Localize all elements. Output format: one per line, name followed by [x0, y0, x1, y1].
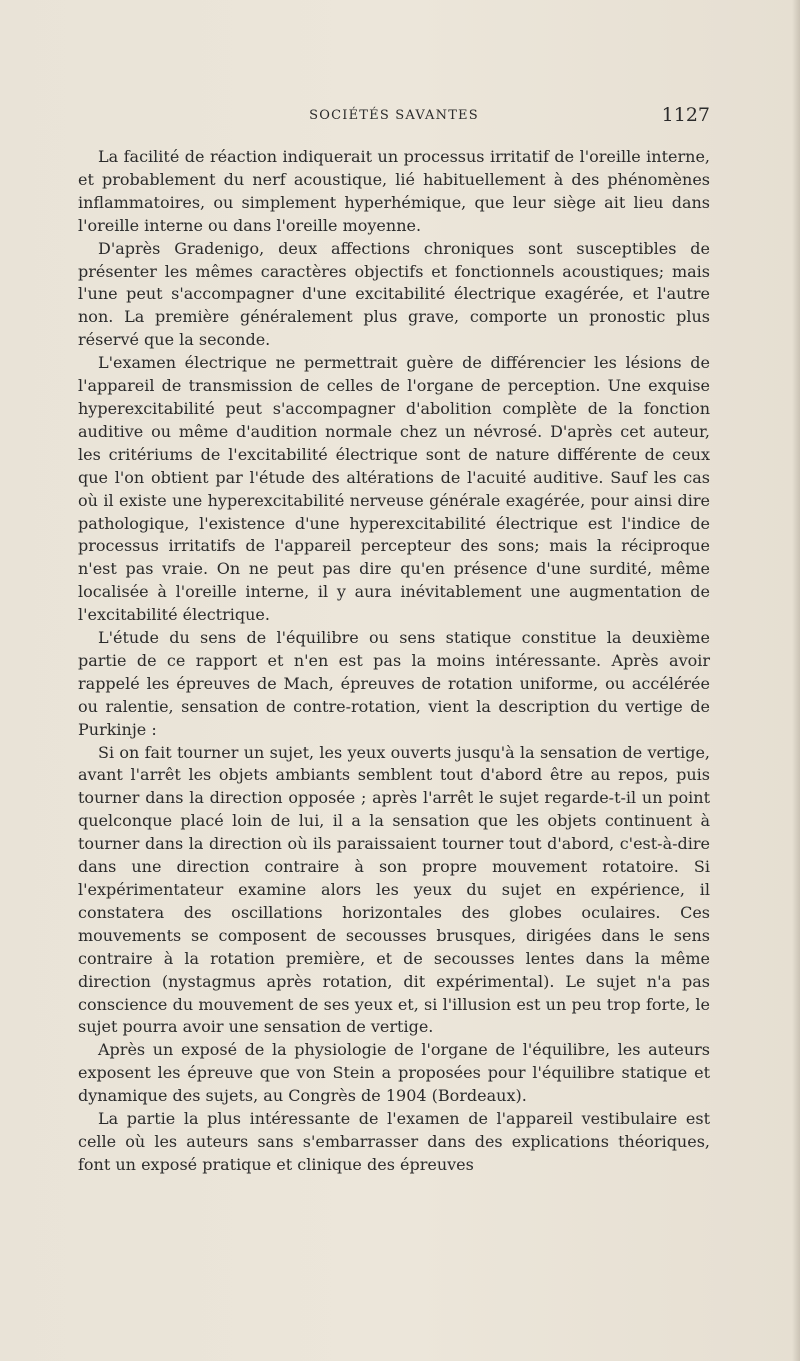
body-text	[78, 146, 710, 1177]
paragraph: La facilité de réaction indiquerait un processus irritatif de l'oreille interne, et probablement du nerf acoustique, lié habituellement à des phénomènes inflammatoires, ou simplement hyperhémique, que leur siège ait lieu dans l'oreille interne ou dans l'oreille moyenne.	[78, 147, 710, 235]
paragraph: D'après Gradenigo, deux affections chroniques sont susceptibles de présenter les mêmes caractères objectifs et fonctionnels acoustiques; mais l'une peut s'accompagner d'une excitabilité électrique exagérée, et l'autre non. La première généralement plus grave, comporte un pronostic plus réservé que la seconde.	[78, 238, 710, 350]
paragraph: L'étude du sens de l'équilibre ou sens statique constitue la deuxième partie de ce rapport et n'en est pas la moins intéressante. Après avoir rappelé les épreuves de Mach, épreuves de rotation uniforme, ou accélérée ou ralentie, sensation de contre-rotation, vient la description du vertige de Purkinje :	[78, 628, 710, 739]
page-number: 1127	[661, 104, 710, 126]
running-title: SOCIÉTÉS SAVANTES	[309, 108, 479, 123]
running-header	[78, 104, 710, 134]
paragraph: Si on fait tourner un sujet, les yeux ouverts jusqu'à la sensation de vertige, avant l'arrêt les objets ambiants semblent tout d'abord être au repos, puis tourner dans la direction opposée ; après l'arrêt le sujet regarde-t-il un point quelconque placé loin de lui, il a la sensation que les objets continuent à tourner dans la direction où ils paraissaient tourner tout d'abord, c'est-à-dire dans une direction contraire à son propre mouvement rotatoire. Si l'expérimentateur examine alors les yeux du sujet en expérience, il constatera des oscillations horizontales des globes oculaires. Ces mouvements se composent de secousses brusques, dirigées dans le sens contraire à la rotation première, et de secousses lentes dans la même direction (nystagmus après rotation, dit expérimental). Le sujet n'a pas conscience du mouvement de ses yeux et, si l'illusion est un peu trop forte, le sujet pourra avoir une sensation de vertige.	[78, 742, 710, 1037]
paragraph: L'examen électrique ne permettrait guère de différencier les lésions de l'appareil de transmission de celles de l'organe de perception. Une exquise hyperexcitabilité peut s'accompagner d'abolition complète de la fonction auditive ou même d'audition normale chez un névrosé. D'après cet auteur, les critériums de l'excitabilité électrique sont de nature différente de ceux que l'on obtient par l'étude des altérations de l'acuité auditive. Sauf les cas où il existe une hyperexcitabilité nerveuse générale exagérée, pour ainsi dire pathologique, l'existence d'une hyperexcitabilité électrique est l'indice de processus irritatifs de l'appareil percepteur des sons; mais la réciproque n'est pas vraie. On ne peut pas dire qu'en présence d'une surdité, même localisée à l'oreille interne, il y aura inévitablement une augmentation de l'excitabilité électrique.	[78, 353, 710, 625]
paragraph: Après un exposé de la physiologie de l'organe de l'équilibre, les auteurs exposent les épreuve que von Stein a proposées pour l'équilibre statique et dynamique des sujets, au Congrès de 1904 (Bordeaux).	[78, 1040, 710, 1106]
paragraph: La partie la plus intéressante de l'examen de l'appareil vestibulaire est celle où les auteurs sans s'embarrasser dans des explications théoriques, font un exposé pratique et clinique des épreuves	[78, 1109, 710, 1174]
page-edge-shadow	[792, 0, 800, 1361]
